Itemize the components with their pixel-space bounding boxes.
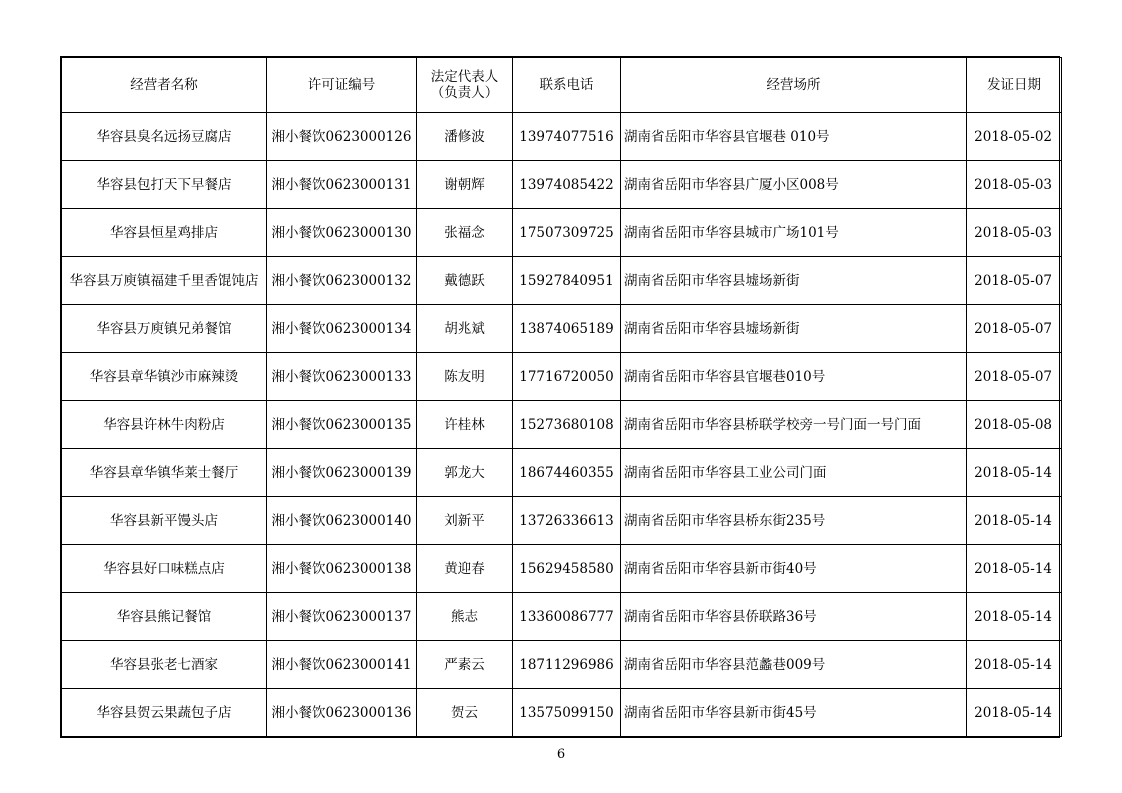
cell-name: 华容县章华镇华莱士餐厅	[62, 449, 267, 497]
cell-legal-rep: 贺云	[417, 689, 513, 737]
cell-address: 湖南省岳阳市华容县桥东街235号	[621, 497, 967, 545]
cell-license: 湘小餐饮0623000133	[267, 353, 417, 401]
cell-address: 湖南省岳阳市华容县墟场新街	[621, 305, 967, 353]
cell-license: 湘小餐饮0623000132	[267, 257, 417, 305]
cell-date: 2018-05-14	[967, 449, 1062, 497]
cell-address: 湖南省岳阳市华容县官堰巷 010号	[621, 113, 967, 161]
cell-name: 华容县恒星鸡排店	[62, 209, 267, 257]
cell-date: 2018-05-03	[967, 209, 1062, 257]
cell-phone: 18711296986	[513, 641, 621, 689]
table-body	[62, 113, 1062, 737]
cell-phone: 13575099150	[513, 689, 621, 737]
cell-date: 2018-05-02	[967, 113, 1062, 161]
cell-date: 2018-05-08	[967, 401, 1062, 449]
cell-license: 湘小餐饮0623000139	[267, 449, 417, 497]
cell-phone: 17716720050	[513, 353, 621, 401]
cell-license: 湘小餐饮0623000136	[267, 689, 417, 737]
cell-license: 湘小餐饮0623000126	[267, 113, 417, 161]
table-row	[62, 641, 1062, 689]
cell-legal-rep: 胡兆斌	[417, 305, 513, 353]
header-legal-rep	[417, 58, 513, 113]
cell-license: 湘小餐饮0623000130	[267, 209, 417, 257]
cell-legal-rep: 黄迎春	[417, 545, 513, 593]
cell-legal-rep: 熊志	[417, 593, 513, 641]
cell-legal-rep: 谢朝辉	[417, 161, 513, 209]
cell-name: 华容县臭名远扬豆腐店	[62, 113, 267, 161]
cell-license: 湘小餐饮0623000131	[267, 161, 417, 209]
license-table	[61, 57, 1062, 737]
cell-legal-rep: 潘修波	[417, 113, 513, 161]
cell-name: 华容县新平馒头店	[62, 497, 267, 545]
cell-date: 2018-05-14	[967, 689, 1062, 737]
cell-legal-rep: 严素云	[417, 641, 513, 689]
cell-address: 湖南省岳阳市华容县工业公司门面	[621, 449, 967, 497]
cell-address: 湖南省岳阳市华容县广厦小区008号	[621, 161, 967, 209]
table-row	[62, 209, 1062, 257]
cell-license: 湘小餐饮0623000135	[267, 401, 417, 449]
cell-legal-rep: 戴德跃	[417, 257, 513, 305]
cell-name: 华容县包打天下早餐店	[62, 161, 267, 209]
cell-phone: 15629458580	[513, 545, 621, 593]
cell-name: 华容县万庾镇兄弟餐馆	[62, 305, 267, 353]
cell-license: 湘小餐饮0623000134	[267, 305, 417, 353]
cell-name: 华容县张老七酒家	[62, 641, 267, 689]
cell-address: 湖南省岳阳市华容县城市广场101号	[621, 209, 967, 257]
page-number: 6	[556, 747, 566, 762]
cell-phone: 13726336613	[513, 497, 621, 545]
cell-license: 湘小餐饮0623000140	[267, 497, 417, 545]
table-row	[62, 113, 1062, 161]
header-address: 经营场所	[621, 58, 967, 113]
cell-date: 2018-05-14	[967, 593, 1062, 641]
cell-phone: 15273680108	[513, 401, 621, 449]
cell-name: 华容县许林牛肉粉店	[62, 401, 267, 449]
cell-name: 华容县熊记餐馆	[62, 593, 267, 641]
cell-legal-rep: 许桂林	[417, 401, 513, 449]
table-row	[62, 257, 1062, 305]
cell-license: 湘小餐饮0623000137	[267, 593, 417, 641]
cell-address: 湖南省岳阳市华容县侨联路36号	[621, 593, 967, 641]
table-header-row	[62, 58, 1062, 113]
cell-phone: 13360086777	[513, 593, 621, 641]
cell-phone: 17507309725	[513, 209, 621, 257]
table-row	[62, 593, 1062, 641]
table-row	[62, 497, 1062, 545]
cell-legal-rep: 张福念	[417, 209, 513, 257]
cell-date: 2018-05-03	[967, 161, 1062, 209]
header-legal-rep-line1: 法定代表人	[430, 69, 499, 85]
cell-phone: 13974085422	[513, 161, 621, 209]
cell-phone: 13974077516	[513, 113, 621, 161]
cell-address: 湖南省岳阳市华容县官堰巷010号	[621, 353, 967, 401]
table-row	[62, 353, 1062, 401]
cell-license: 湘小餐饮0623000141	[267, 641, 417, 689]
cell-legal-rep: 郭龙大	[417, 449, 513, 497]
table-row	[62, 305, 1062, 353]
table-row	[62, 161, 1062, 209]
table-row	[62, 449, 1062, 497]
cell-legal-rep: 刘新平	[417, 497, 513, 545]
header-phone: 联系电话	[513, 58, 621, 113]
header-legal-rep-line2: （负责人）	[430, 85, 499, 101]
header-date: 发证日期	[967, 58, 1062, 113]
cell-address: 湖南省岳阳市华容县桥联学校旁一号门面一号门面	[621, 401, 967, 449]
table-row	[62, 401, 1062, 449]
cell-name: 华容县好口味糕点店	[62, 545, 267, 593]
table-row	[62, 689, 1062, 737]
cell-license: 湘小餐饮0623000138	[267, 545, 417, 593]
cell-date: 2018-05-07	[967, 353, 1062, 401]
cell-date: 2018-05-07	[967, 257, 1062, 305]
cell-phone: 18674460355	[513, 449, 621, 497]
cell-address: 湖南省岳阳市华容县新市街40号	[621, 545, 967, 593]
cell-date: 2018-05-07	[967, 305, 1062, 353]
header-license: 许可证编号	[267, 58, 417, 113]
cell-phone: 13874065189	[513, 305, 621, 353]
cell-phone: 15927840951	[513, 257, 621, 305]
cell-date: 2018-05-14	[967, 641, 1062, 689]
cell-name: 华容县贺云果蔬包子店	[62, 689, 267, 737]
cell-address: 湖南省岳阳市华容县墟场新街	[621, 257, 967, 305]
cell-legal-rep: 陈友明	[417, 353, 513, 401]
cell-address: 湖南省岳阳市华容县范蠡巷009号	[621, 641, 967, 689]
header-name: 经营者名称	[62, 58, 267, 113]
cell-address: 湖南省岳阳市华容县新市街45号	[621, 689, 967, 737]
cell-date: 2018-05-14	[967, 497, 1062, 545]
cell-date: 2018-05-14	[967, 545, 1062, 593]
cell-name: 华容县章华镇沙市麻辣烫	[62, 353, 267, 401]
table-row	[62, 545, 1062, 593]
cell-name: 华容县万庾镇福建千里香馄饨店	[62, 257, 267, 305]
